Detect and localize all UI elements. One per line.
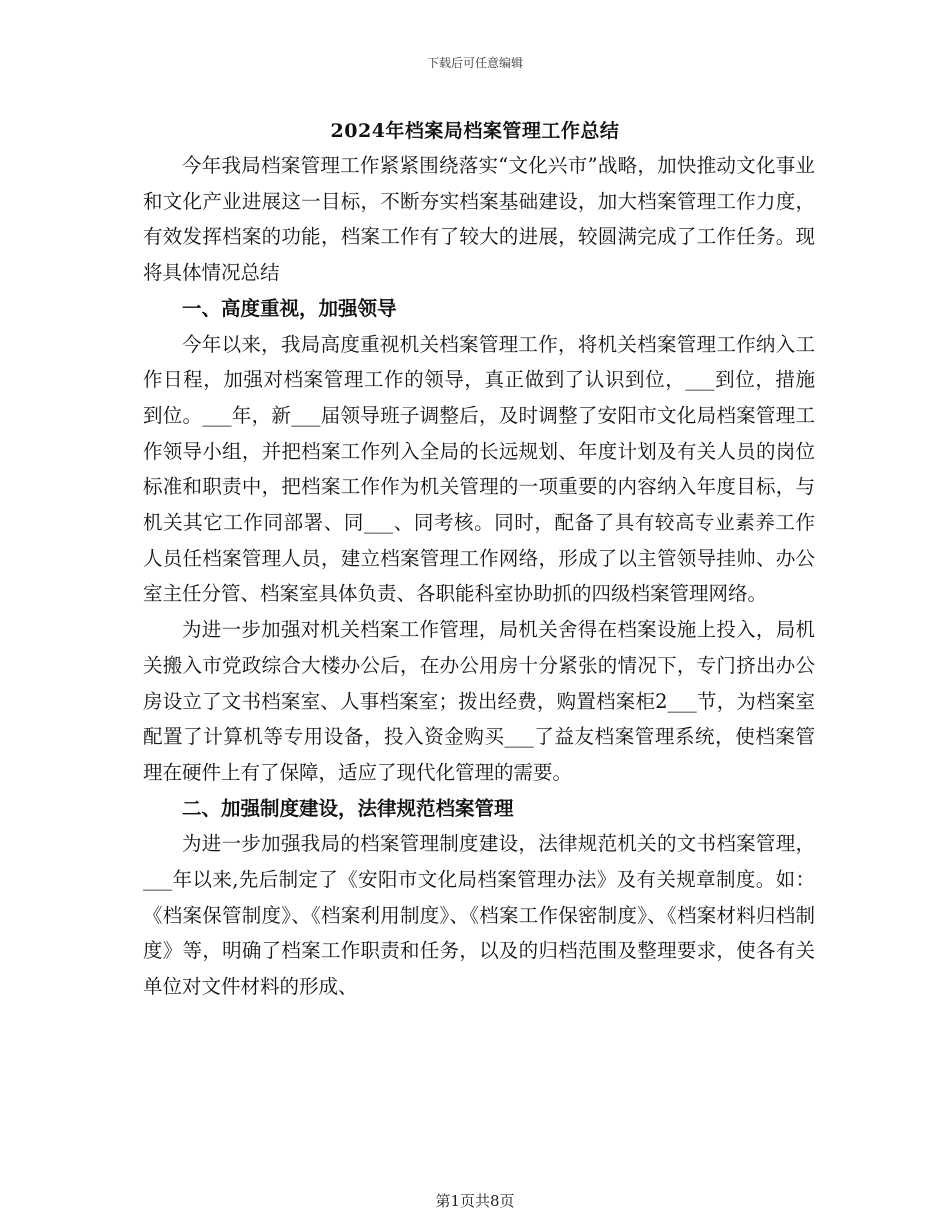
page-header-note: 下载后可任意编辑 (426, 56, 523, 70)
section-2-paragraph-1: 为进一步加强我局的档案管理制度建设，法律规范机关的文书档案管理，___年以来,先后制定了《安阳市文化局档案管理办法》及有关规章制度。如：《档案保管制度》、《档案利用制度》、《档案工作保密制度》、《档案材料归档制度》等，明确了档案工作职责和任务，以及的归档范围及整理要求，使各有关单位对文件材料的形成、 (143, 832, 815, 999)
section-1-heading: 一、高度重视，加强领导 (182, 296, 397, 320)
section-2-heading: 二、加强制度建设，法律规范档案管理 (182, 796, 514, 820)
document-title: 2024年档案局档案管理工作总结 (330, 120, 620, 142)
document-body (143, 148, 815, 1005)
page-number-footer: 第1页共8页 (435, 1192, 515, 1210)
section-1-paragraph-2: 为进一步加强对机关档案工作管理，局机关舍得在档案设施上投入，局机关搬入市党政综合大楼办公后，在办公用房十分紧张的情况下，专门挤出办公房设立了文书档案室、人事档案室；拨出经费，购置档案柜2___节，为档案室配置了计算机等专用设备，投入资金购买___了益友档案管理系统，使档案管理在硬件上有了保障，适应了现代化管理的需要。 (143, 618, 815, 784)
section-1-paragraph-1: 今年以来，我局高度重视机关档案管理工作，将机关档案管理工作纳入工作日程，加强对档案管理工作的领导，真正做到了认识到位，___到位，措施到位。___年，新___届领导班子调整后，及时调整了安阳市文化局档案管理工作领导小组，并把档案工作列入全局的长远规划、年度计划及有关人员的岗位标准和职责中，把档案工作作为机关管理的一项重要的内容纳入年度目标，与机关其它工作同部署、同___、同考核。同时，配备了具有较高专业素养工作人员任档案管理人员，建立档案管理工作网络，形成了以主管领导挂帅、办公室主任分管、档案室具体负责、各职能科室协助抓的四级档案管理网络。 (143, 332, 815, 606)
intro-paragraph: 今年我局档案管理工作紧紧围绕落实“文化兴市”战略，加快推动文化事业和文化产业进展这一目标，不断夯实档案基础建设，加大档案管理工作力度，有效发挥档案的功能，档案工作有了较大的进展，较圆满完成了工作任务。现将具体情况总结 (143, 154, 815, 285)
